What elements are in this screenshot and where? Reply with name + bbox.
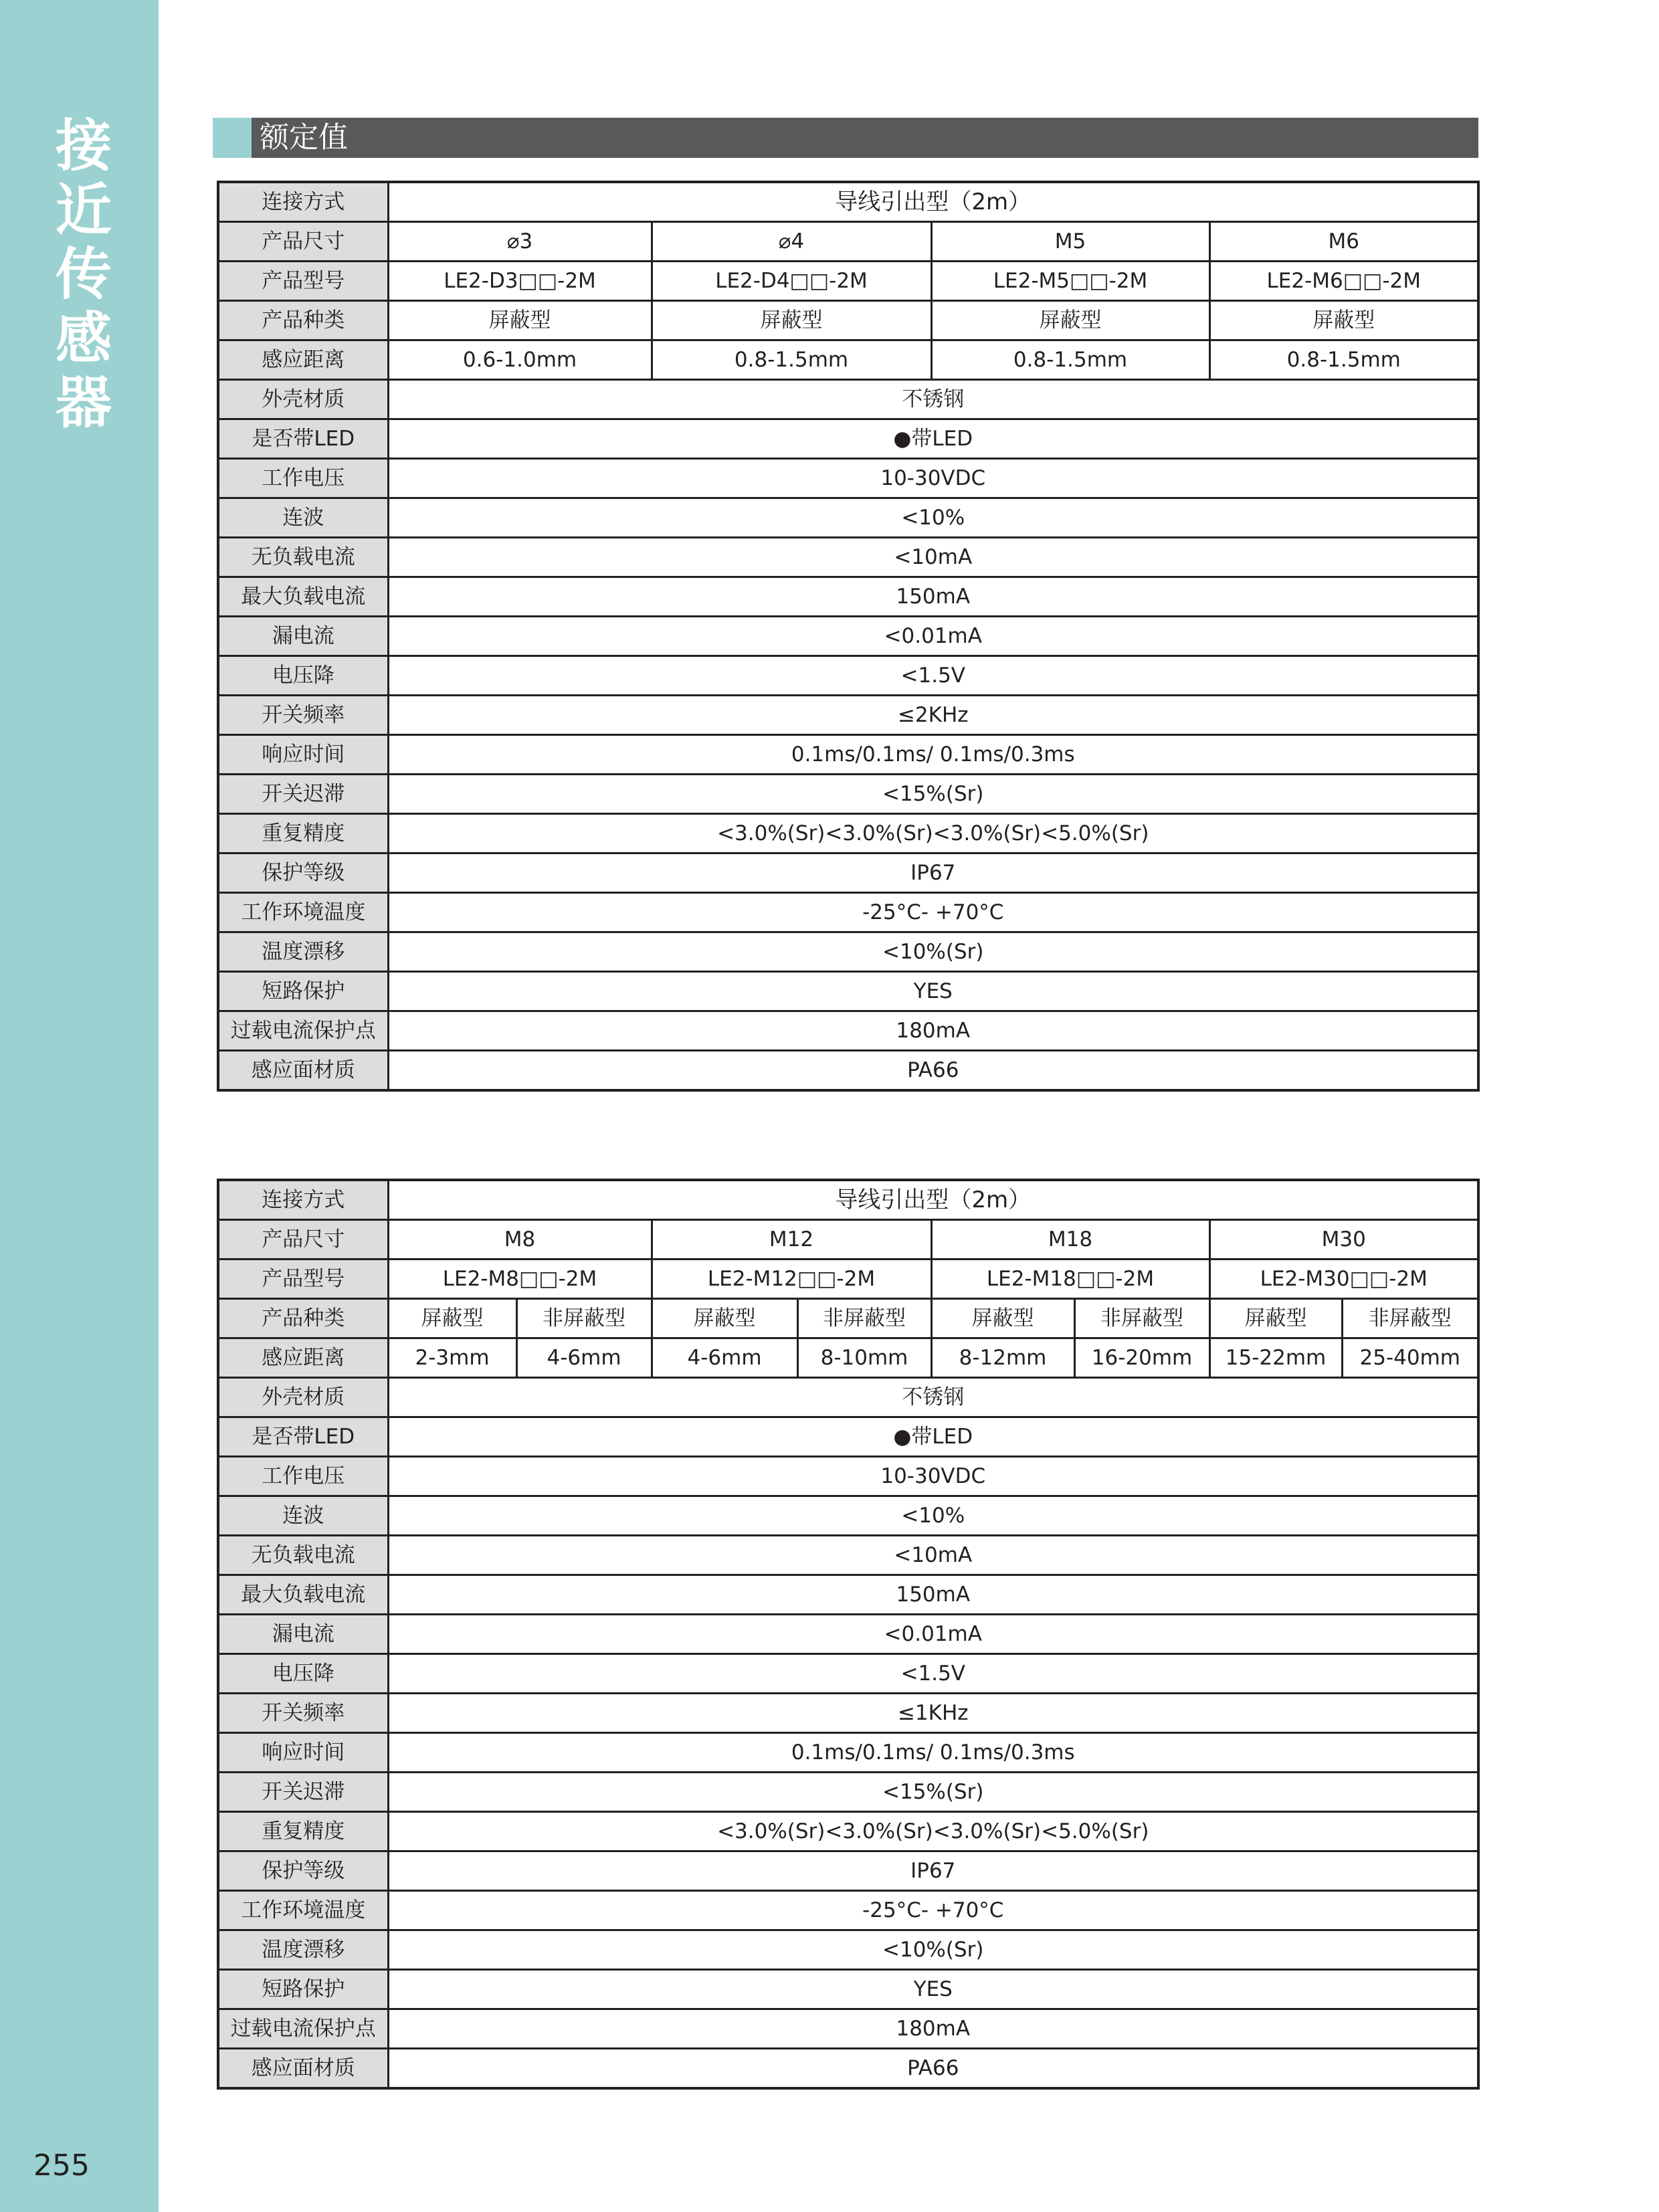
model-cell: LE2-D3□□-2M [388,262,652,301]
table-row [218,656,1478,696]
model-cell: LE2-M8□□-2M [388,1260,652,1299]
table-row [218,1378,1478,1417]
table-row [218,617,1478,656]
hysteresis-value: <15%(Sr) [388,1773,1478,1812]
row-label: 连接方式 [218,182,388,222]
row-label: 开关迟滞 [218,775,388,814]
face-material-value: PA66 [388,1051,1478,1091]
table-row [218,1851,1478,1891]
response-time-value: 0.1ms/0.1ms/ 0.1ms/0.3ms [388,735,1478,775]
row-label: 电压降 [218,656,388,696]
section-accent [213,118,252,158]
max-load-current-value: 150mA [388,1575,1478,1615]
table-row [218,1733,1478,1773]
table-row [218,1536,1478,1575]
row-label: 过载电流保护点 [218,2009,388,2049]
table-row [218,1575,1478,1615]
row-label: 产品种类 [218,301,388,340]
sidebar [0,0,159,2212]
table-row [218,1615,1478,1654]
voltage-value: 10-30VDC [388,459,1478,498]
row-label: 重复精度 [218,814,388,853]
table-row [218,1051,1478,1091]
leakage-value: <0.01mA [388,617,1478,656]
type-cell: 屏蔽型 [1209,301,1478,340]
row-label: 工作环境温度 [218,893,388,932]
category-title: 接近传感器 [55,113,112,435]
row-label: 感应距离 [218,1338,388,1378]
row-label: 无负载电流 [218,538,388,577]
row-label: 漏电流 [218,617,388,656]
type-cell: 非屏蔽型 [516,1299,652,1338]
type-cell: 屏蔽型 [388,1299,516,1338]
table-row [218,340,1478,380]
table-row [218,1812,1478,1851]
row-label: 重复精度 [218,1812,388,1851]
table-row [218,182,1478,222]
table-row [218,1260,1478,1299]
table-row [218,932,1478,972]
no-load-current-value: <10mA [388,538,1478,577]
type-cell: 屏蔽型 [1209,1299,1342,1338]
distance-cell: 8-10mm [797,1338,931,1378]
table-row [218,1496,1478,1536]
row-label: 连接方式 [218,1180,388,1220]
distance-cell: 8-12mm [931,1338,1074,1378]
distance-cell: 15-22mm [1209,1338,1342,1378]
row-label: 感应距离 [218,340,388,380]
row-label: 外壳材质 [218,1378,388,1417]
temperature-value: -25°C- +70°C [388,893,1478,932]
distance-cell: 16-20mm [1074,1338,1209,1378]
repeatability-value: <3.0%(Sr)<3.0%(Sr)<3.0%(Sr)<5.0%(Sr) [388,1812,1478,1851]
overload-point-value: 180mA [388,1011,1478,1051]
table-row [218,577,1478,617]
protection-value: IP67 [388,1851,1478,1891]
type-cell: 非屏蔽型 [1074,1299,1209,1338]
type-cell: 屏蔽型 [388,301,652,340]
model-cell: LE2-M30□□-2M [1209,1260,1478,1299]
distance-cell: 25-40mm [1342,1338,1478,1378]
max-load-current-value: 150mA [388,577,1478,617]
type-cell: 屏蔽型 [652,1299,797,1338]
row-label: 工作电压 [218,1457,388,1496]
row-label: 感应面材质 [218,1051,388,1091]
row-label: 保护等级 [218,853,388,893]
temp-drift-value: <10%(Sr) [388,932,1478,972]
table-row [218,1220,1478,1260]
table-row [218,1654,1478,1694]
distance-cell: 0.8-1.5mm [652,340,931,380]
size-cell: M5 [931,222,1209,262]
row-label: 响应时间 [218,735,388,775]
table-row [218,1338,1478,1378]
model-cell: LE2-D4□□-2M [652,262,931,301]
table-row [218,262,1478,301]
type-cell: 屏蔽型 [931,1299,1074,1338]
page-number: 255 [33,2148,90,2183]
row-label: 是否带LED [218,419,388,459]
ripple-value: <10% [388,1496,1478,1536]
row-label: 开关频率 [218,1694,388,1733]
type-cell: 非屏蔽型 [797,1299,931,1338]
temperature-value: -25°C- +70°C [388,1891,1478,1930]
size-cell: ⌀3 [388,222,652,262]
type-cell: 屏蔽型 [931,301,1209,340]
hysteresis-value: <15%(Sr) [388,775,1478,814]
row-label: 保护等级 [218,1851,388,1891]
table-row [218,459,1478,498]
response-time-value: 0.1ms/0.1ms/ 0.1ms/0.3ms [388,1733,1478,1773]
table-row [218,696,1478,735]
row-label: 短路保护 [218,972,388,1011]
repeatability-value: <3.0%(Sr)<3.0%(Sr)<3.0%(Sr)<5.0%(Sr) [388,814,1478,853]
row-label: 漏电流 [218,1615,388,1654]
row-label: 响应时间 [218,1733,388,1773]
distance-cell: 0.6-1.0mm [388,340,652,380]
table-row [218,1299,1478,1338]
size-cell: M12 [652,1220,931,1260]
row-label: 电压降 [218,1654,388,1694]
led-value: ●带LED [388,1417,1478,1457]
row-label: 开关迟滞 [218,1773,388,1812]
row-label: 产品型号 [218,262,388,301]
table-row [218,301,1478,340]
temp-drift-value: <10%(Sr) [388,1930,1478,1970]
table-row [218,2009,1478,2049]
row-label: 是否带LED [218,1417,388,1457]
row-label: 工作环境温度 [218,1891,388,1930]
table-row [218,1417,1478,1457]
voltage-drop-value: <1.5V [388,656,1478,696]
table-row [218,1970,1478,2009]
row-label: 过载电流保护点 [218,1011,388,1051]
table-row [218,222,1478,262]
model-cell: LE2-M6□□-2M [1209,262,1478,301]
row-label: 最大负载电流 [218,1575,388,1615]
distance-cell: 0.8-1.5mm [931,340,1209,380]
frequency-value: ≤1KHz [388,1694,1478,1733]
housing-value: 不锈钢 [388,1378,1478,1417]
table-row [218,498,1478,538]
row-label: 短路保护 [218,1970,388,2009]
size-cell: M18 [931,1220,1209,1260]
row-label: 连波 [218,498,388,538]
connection-value: 导线引出型（2m） [388,182,1478,222]
section-header [213,118,1478,158]
row-label: 温度漂移 [218,932,388,972]
table-row [218,1180,1478,1220]
distance-cell: 0.8-1.5mm [1209,340,1478,380]
distance-cell: 4-6mm [516,1338,652,1378]
ripple-value: <10% [388,498,1478,538]
size-cell: ⌀4 [652,222,931,262]
protection-value: IP67 [388,853,1478,893]
row-label: 感应面材质 [218,2049,388,2089]
table-row [218,1011,1478,1051]
table-row [218,1457,1478,1496]
row-label: 产品种类 [218,1299,388,1338]
table-row [218,380,1478,419]
type-cell: 屏蔽型 [652,301,931,340]
table-row [218,2049,1478,2089]
face-material-value: PA66 [388,2049,1478,2089]
table-row [218,1694,1478,1733]
short-circuit-value: YES [388,972,1478,1011]
row-label: 最大负载电流 [218,577,388,617]
row-label: 连波 [218,1496,388,1536]
table-row [218,775,1478,814]
row-label: 产品尺寸 [218,1220,388,1260]
table-row [218,1773,1478,1812]
connection-value: 导线引出型（2m） [388,1180,1478,1220]
table-row [218,1891,1478,1930]
row-label: 温度漂移 [218,1930,388,1970]
no-load-current-value: <10mA [388,1536,1478,1575]
model-cell: LE2-M5□□-2M [931,262,1209,301]
section-title: 额定值 [260,120,348,155]
led-value: ●带LED [388,419,1478,459]
table-row [218,1930,1478,1970]
spec-table-large-sizes [217,1179,1480,2090]
spec-table-small-sizes [217,181,1480,1092]
table-row [218,538,1478,577]
distance-cell: 4-6mm [652,1338,797,1378]
size-cell: M6 [1209,222,1478,262]
table-row [218,735,1478,775]
row-label: 无负载电流 [218,1536,388,1575]
table-row [218,853,1478,893]
row-label: 产品型号 [218,1260,388,1299]
table-row [218,419,1478,459]
housing-value: 不锈钢 [388,380,1478,419]
voltage-drop-value: <1.5V [388,1654,1478,1694]
overload-point-value: 180mA [388,2009,1478,2049]
model-cell: LE2-M18□□-2M [931,1260,1209,1299]
table-row [218,814,1478,853]
short-circuit-value: YES [388,1970,1478,2009]
row-label: 外壳材质 [218,380,388,419]
type-cell: 非屏蔽型 [1342,1299,1478,1338]
table-row [218,893,1478,932]
voltage-value: 10-30VDC [388,1457,1478,1496]
table-row [218,972,1478,1011]
model-cell: LE2-M12□□-2M [652,1260,931,1299]
row-label: 工作电压 [218,459,388,498]
size-cell: M30 [1209,1220,1478,1260]
row-label: 开关频率 [218,696,388,735]
frequency-value: ≤2KHz [388,696,1478,735]
distance-cell: 2-3mm [388,1338,516,1378]
leakage-value: <0.01mA [388,1615,1478,1654]
row-label: 产品尺寸 [218,222,388,262]
size-cell: M8 [388,1220,652,1260]
